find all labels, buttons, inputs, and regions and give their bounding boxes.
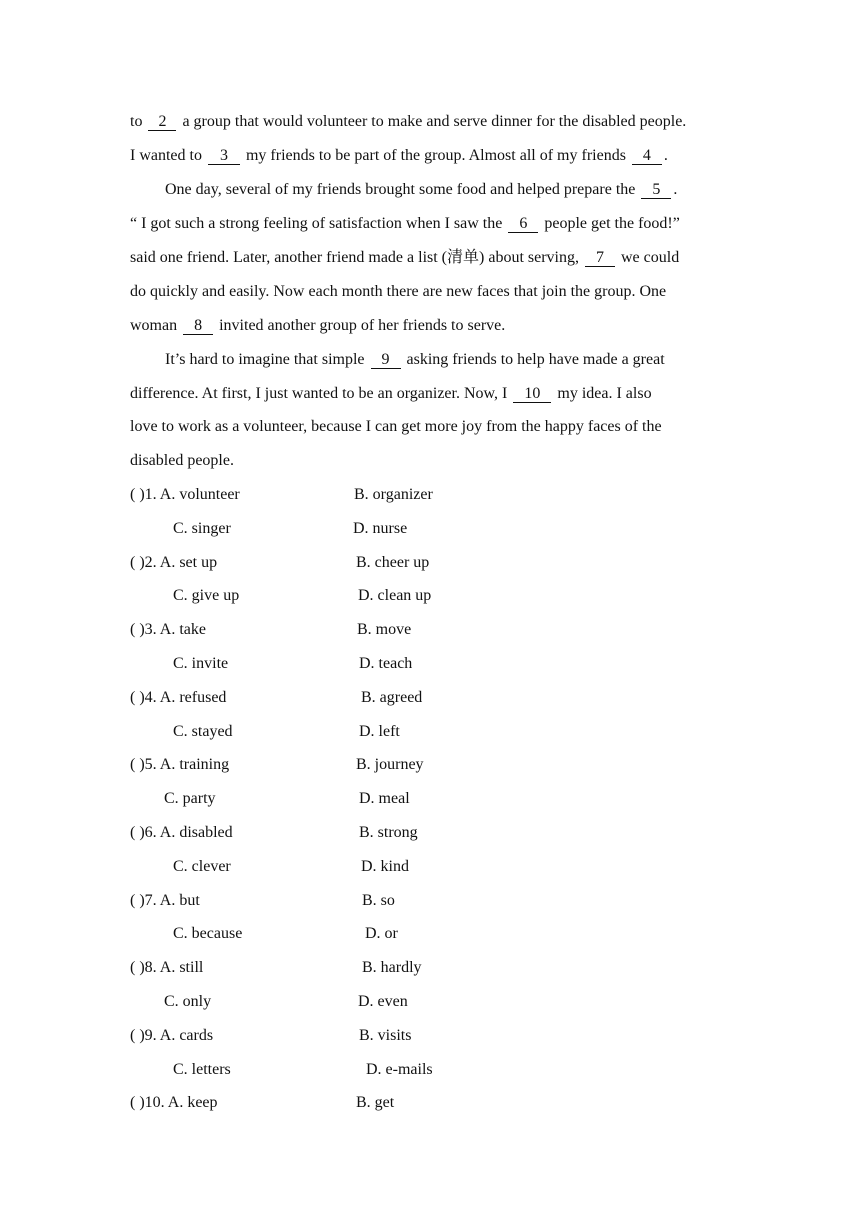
option-b: B. cheer up (356, 554, 430, 571)
passage-line-7 (130, 315, 505, 337)
question-stem: ( )8. A. still (130, 959, 204, 976)
passage-text: difference. At first, I just wanted to be an organizer. Now, I (130, 385, 512, 402)
option-b: B. move (357, 621, 412, 638)
passage-line-5 (130, 247, 679, 269)
blank-8: 8 (183, 317, 213, 335)
blank-7: 7 (585, 249, 615, 267)
passage-text: people get the food!” (540, 215, 680, 232)
option-c: C. give up (173, 587, 240, 604)
question-stem: ( )2. A. set up (130, 554, 218, 571)
passage-line-3 (165, 179, 677, 201)
passage-line-9 (130, 383, 652, 405)
option-b: B. agreed (361, 689, 423, 706)
blank-2: 2 (148, 113, 176, 131)
passage-text: said one friend. Later, another friend made a list (清单) about serving, (130, 249, 583, 266)
passage-text: disabled people. (130, 452, 234, 469)
passage-text: my idea. I also (553, 385, 652, 402)
option-d: D. meal (359, 790, 410, 807)
option-d: D. teach (359, 655, 413, 672)
option-b: B. get (356, 1094, 395, 1111)
question-stem: ( )4. A. refused (130, 689, 227, 706)
option-d: D. clean up (358, 587, 432, 604)
option-b: B. organizer (354, 486, 433, 503)
passage-text: I wanted to (130, 147, 206, 164)
passage-text: . (673, 181, 678, 198)
option-b: B. visits (359, 1027, 412, 1044)
option-d: D. or (365, 925, 398, 942)
blank-10: 10 (513, 385, 551, 403)
passage-text: asking friends to help have made a great (402, 351, 665, 368)
question-stem: ( )3. A. take (130, 621, 206, 638)
passage-text: It’s hard to imagine that simple (165, 351, 369, 368)
question-stem: ( )5. A. training (130, 756, 230, 773)
option-d: D. kind (361, 858, 409, 875)
passage-line-6 (130, 281, 666, 303)
option-d: D. e-mails (366, 1061, 433, 1078)
blank-4: 4 (632, 147, 662, 165)
passage-line-2 (130, 145, 668, 167)
option-d: D. even (358, 993, 408, 1010)
passage-text: my friends to be part of the group. Almost all of my friends (241, 147, 630, 164)
passage-text: do quickly and easily. Now each month there are new faces that join the group. One (130, 283, 667, 300)
passage-text: One day, several of my friends brought some food and helped prepare the (165, 181, 640, 198)
option-c: C. invite (173, 655, 229, 672)
option-c: C. clever (173, 858, 231, 875)
question-stem: ( )10. A. keep (130, 1094, 218, 1111)
blank-3: 3 (208, 147, 240, 165)
passage-line-11 (130, 450, 234, 472)
option-b: B. hardly (362, 959, 422, 976)
blank-9: 9 (371, 351, 401, 369)
passage-text: we could (617, 249, 680, 266)
option-c: C. singer (173, 520, 231, 537)
option-b: B. journey (356, 756, 424, 773)
passage-text: woman (130, 317, 182, 334)
option-b: B. strong (359, 824, 418, 841)
question-stem: ( )9. A. cards (130, 1027, 214, 1044)
blank-6: 6 (508, 215, 538, 233)
question-stem: ( )6. A. disabled (130, 824, 233, 841)
option-d: D. nurse (353, 520, 408, 537)
passage-line-4 (130, 213, 680, 235)
passage-text: invited another group of her friends to serve. (215, 317, 506, 334)
option-c: C. letters (173, 1061, 231, 1078)
passage-text: . (663, 147, 668, 164)
passage-line-1 (130, 111, 686, 133)
option-c: C. only (164, 993, 212, 1010)
question-stem: ( )7. A. but (130, 892, 200, 909)
passage-text: a group that would volunteer to make and serve dinner for the disabled people. (178, 113, 687, 130)
passage-text: love to work as a volunteer, because I can get more joy from the happy faces of the (130, 418, 662, 435)
passage-line-10 (130, 416, 662, 438)
option-c: C. because (173, 925, 243, 942)
passage-text: to (130, 113, 147, 130)
blank-5: 5 (641, 181, 671, 199)
option-d: D. left (359, 723, 400, 740)
question-stem: ( )1. A. volunteer (130, 486, 240, 503)
option-b: B. so (362, 892, 395, 909)
passage-text: “ I got such a strong feeling of satisfaction when I saw the (130, 215, 507, 232)
option-c: C. stayed (173, 723, 233, 740)
option-c: C. party (164, 790, 216, 807)
passage-line-8 (165, 349, 665, 371)
